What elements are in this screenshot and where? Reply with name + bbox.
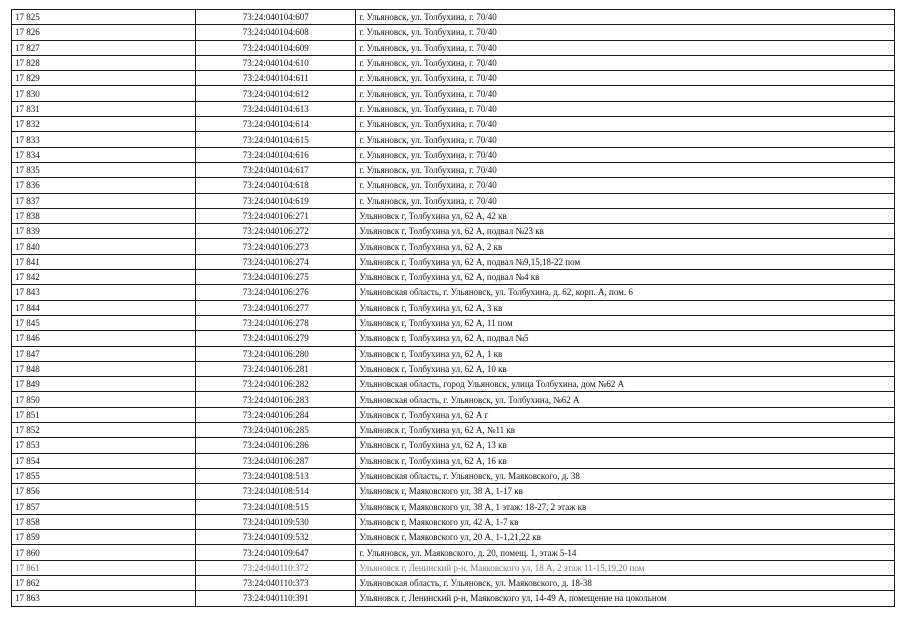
table-row [12, 86, 895, 101]
row-number-cell: 17 831 [12, 101, 196, 116]
address-cell: Ульяновск г, Толбухина ул, 62 А, 10 кв [356, 361, 895, 376]
table-row [12, 499, 895, 514]
row-number-cell: 17 857 [12, 499, 196, 514]
address-cell: Ульяновск г, Толбухина ул, 62 А, 3 кв [356, 300, 895, 315]
address-cell: Ульяновск г, Ленинский р-н, Маяковского ул, 14-49 А, помещение на цокольном [356, 591, 895, 606]
table-row [12, 591, 895, 606]
table-row [12, 484, 895, 499]
table-row [12, 270, 895, 285]
row-number-cell: 17 837 [12, 193, 196, 208]
cadastral-number-cell: 73:24:040104:611 [196, 71, 356, 86]
row-number-cell: 17 832 [12, 117, 196, 132]
cadastral-number-cell: 73:24:040104:612 [196, 86, 356, 101]
row-number-cell: 17 841 [12, 254, 196, 269]
cadastral-number-cell: 73:24:040108:514 [196, 484, 356, 499]
cadastral-number-cell: 73:24:040104:608 [196, 25, 356, 40]
cadastral-number-cell: 73:24:040106:278 [196, 315, 356, 330]
cadastral-number-cell: 73:24:040106:284 [196, 407, 356, 422]
table-row [12, 25, 895, 40]
cadastral-number-cell: 73:24:040109:532 [196, 530, 356, 545]
cadastral-number-cell: 73:24:040106:275 [196, 270, 356, 285]
cadastral-number-cell: 73:24:040104:610 [196, 55, 356, 70]
address-cell: г. Ульяновск, ул. Толбухина, г. 70/40 [356, 162, 895, 177]
table-row [12, 438, 895, 453]
row-number-cell: 17 830 [12, 86, 196, 101]
row-number-cell: 17 845 [12, 315, 196, 330]
cadastral-number-cell: 73:24:040106:276 [196, 285, 356, 300]
address-cell: г. Ульяновск, ул. Маяковского, д. 20, помещ. 1, этаж 5-14 [356, 545, 895, 560]
address-cell: Ульяновск г, Толбухина ул, 62 А, №11 кв [356, 423, 895, 438]
table-row [12, 162, 895, 177]
cadastral-number-cell: 73:24:040104:617 [196, 162, 356, 177]
address-cell: Ульяновская область, г. Ульяновск, ул. Толбухина, №62 А [356, 392, 895, 407]
address-cell: Ульяновская область, г. Ульяновск, ул. Маяковского, д. 38 [356, 468, 895, 483]
address-cell: г. Ульяновск, ул. Толбухина, г. 70/40 [356, 86, 895, 101]
table-row [12, 423, 895, 438]
row-number-cell: 17 829 [12, 71, 196, 86]
address-cell: г. Ульяновск, ул. Толбухина, г. 70/40 [356, 55, 895, 70]
address-cell: г. Ульяновск, ул. Толбухина, г. 70/40 [356, 25, 895, 40]
cadastral-number-cell: 73:24:040106:271 [196, 208, 356, 223]
cadastral-number-cell: 73:24:040104:615 [196, 132, 356, 147]
table-row [12, 254, 895, 269]
address-cell: г. Ульяновск, ул. Толбухина, г. 70/40 [356, 71, 895, 86]
cadastral-number-cell: 73:24:040104:613 [196, 101, 356, 116]
table-row [12, 147, 895, 162]
row-number-cell: 17 844 [12, 300, 196, 315]
address-cell: Ульяновск г, Ленинский р-н, Маяковского ул, 18 А, 2 этаж 11-15,19,20 пом [356, 560, 895, 575]
address-cell: Ульяновск г, Маяковского ул, 38 А, 1-17 кв [356, 484, 895, 499]
table-row [12, 40, 895, 55]
row-number-cell: 17 858 [12, 514, 196, 529]
table-row [12, 575, 895, 590]
table-row [12, 178, 895, 193]
row-number-cell: 17 853 [12, 438, 196, 453]
address-cell: Ульяновск г, Толбухина ул, 62 А, подвал №4 кв [356, 270, 895, 285]
table-row [12, 530, 895, 545]
address-cell: г. Ульяновск, ул. Толбухина, г. 70/40 [356, 10, 895, 25]
address-cell: г. Ульяновск, ул. Толбухина, г. 70/40 [356, 101, 895, 116]
address-cell: Ульяновск г, Толбухина ул, 62 А г [356, 407, 895, 422]
row-number-cell: 17 860 [12, 545, 196, 560]
row-number-cell: 17 838 [12, 208, 196, 223]
address-cell: Ульяновск г, Маяковского ул, 42 А, 1-7 кв [356, 514, 895, 529]
table-row [12, 193, 895, 208]
cadastral-number-cell: 73:24:040106:279 [196, 331, 356, 346]
registry-sheet [11, 9, 895, 607]
cadastral-number-cell: 73:24:040108:513 [196, 468, 356, 483]
cadastral-number-cell: 73:24:040106:273 [196, 239, 356, 254]
table-row [12, 285, 895, 300]
address-cell: Ульяновск г, Маяковского ул, 20 А, 1-1,21,22 кв [356, 530, 895, 545]
cadastral-number-cell: 73:24:040104:607 [196, 10, 356, 25]
address-cell: Ульяновск г, Толбухина ул, 62 А, подвал №9,15,18-22 пом [356, 254, 895, 269]
cadastral-number-cell: 73:24:040106:285 [196, 423, 356, 438]
row-number-cell: 17 836 [12, 178, 196, 193]
row-number-cell: 17 847 [12, 346, 196, 361]
cadastral-number-cell: 73:24:040104:616 [196, 147, 356, 162]
table-row [12, 331, 895, 346]
row-number-cell: 17 856 [12, 484, 196, 499]
address-cell: Ульяновск г, Маяковского ул, 38 А, 1 этаж: 18-27, 2 этаж кв [356, 499, 895, 514]
address-cell: Ульяновск г, Толбухина ул, 62 А, 42 кв [356, 208, 895, 223]
address-cell: Ульяновск г, Толбухина ул, 62 А, 11 пом [356, 315, 895, 330]
table-row [12, 514, 895, 529]
row-number-cell: 17 842 [12, 270, 196, 285]
address-cell: г. Ульяновск, ул. Толбухина, г. 70/40 [356, 117, 895, 132]
row-number-cell: 17 861 [12, 560, 196, 575]
address-cell: г. Ульяновск, ул. Толбухина, г. 70/40 [356, 178, 895, 193]
row-number-cell: 17 855 [12, 468, 196, 483]
row-number-cell: 17 827 [12, 40, 196, 55]
row-number-cell: 17 849 [12, 377, 196, 392]
address-cell: Ульяновск г, Толбухина ул, 62 А, 1 кв [356, 346, 895, 361]
address-cell: г. Ульяновск, ул. Толбухина, г. 70/40 [356, 147, 895, 162]
table-row [12, 10, 895, 25]
row-number-cell: 17 851 [12, 407, 196, 422]
cadastral-number-cell: 73:24:040104:618 [196, 178, 356, 193]
row-number-cell: 17 840 [12, 239, 196, 254]
cadastral-number-cell: 73:24:040110:373 [196, 575, 356, 590]
cadastral-number-cell: 73:24:040106:282 [196, 377, 356, 392]
table-row [12, 377, 895, 392]
row-number-cell: 17 854 [12, 453, 196, 468]
address-cell: Ульяновск г, Толбухина ул, 62 А, 2 кв [356, 239, 895, 254]
table-row [12, 101, 895, 116]
address-cell: Ульяновск г, Толбухина ул, 62 А, 13 кв [356, 438, 895, 453]
row-number-cell: 17 863 [12, 591, 196, 606]
table-row [12, 545, 895, 560]
table-row [12, 71, 895, 86]
address-cell: Ульяновск г, Толбухина ул, 62 А, подвал №5 [356, 331, 895, 346]
row-number-cell: 17 859 [12, 530, 196, 545]
row-number-cell: 17 828 [12, 55, 196, 70]
cadastral-number-cell: 73:24:040106:277 [196, 300, 356, 315]
cadastral-number-cell: 73:24:040106:281 [196, 361, 356, 376]
address-cell: Ульяновская область, г. Ульяновск, ул. Толбухина, д. 62, корп. А, пом. 6 [356, 285, 895, 300]
row-number-cell: 17 833 [12, 132, 196, 147]
row-number-cell: 17 839 [12, 224, 196, 239]
cadastral-number-cell: 73:24:040106:272 [196, 224, 356, 239]
row-number-cell: 17 826 [12, 25, 196, 40]
address-cell: Ульяновская область, г. Ульяновск, ул. Маяковского, д. 18-38 [356, 575, 895, 590]
address-cell: Ульяновск г, Толбухина ул, 62 А, 16 кв [356, 453, 895, 468]
cadastral-number-cell: 73:24:040109:530 [196, 514, 356, 529]
cadastral-number-cell: 73:24:040106:280 [196, 346, 356, 361]
cadastral-number-cell: 73:24:040106:287 [196, 453, 356, 468]
table-row [12, 361, 895, 376]
table-row [12, 392, 895, 407]
table-row [12, 132, 895, 147]
cadastral-number-cell: 73:24:040110:372 [196, 560, 356, 575]
address-cell: г. Ульяновск, ул. Толбухина, г. 70/40 [356, 132, 895, 147]
table-row [12, 407, 895, 422]
table-row [12, 315, 895, 330]
cadastral-number-cell: 73:24:040109:647 [196, 545, 356, 560]
row-number-cell: 17 825 [12, 10, 196, 25]
address-cell: Ульяновская область, город Ульяновск, улица Толбухина, дом №62 А [356, 377, 895, 392]
registry-table [11, 9, 895, 607]
cadastral-number-cell: 73:24:040110:391 [196, 591, 356, 606]
cadastral-number-cell: 73:24:040106:286 [196, 438, 356, 453]
row-number-cell: 17 846 [12, 331, 196, 346]
row-number-cell: 17 850 [12, 392, 196, 407]
table-row [12, 468, 895, 483]
cadastral-number-cell: 73:24:040106:283 [196, 392, 356, 407]
cadastral-number-cell: 73:24:040104:619 [196, 193, 356, 208]
table-row [12, 224, 895, 239]
table-row [12, 300, 895, 315]
cadastral-number-cell: 73:24:040106:274 [196, 254, 356, 269]
row-number-cell: 17 835 [12, 162, 196, 177]
table-row [12, 208, 895, 223]
cadastral-number-cell: 73:24:040108:515 [196, 499, 356, 514]
row-number-cell: 17 848 [12, 361, 196, 376]
table-row [12, 560, 895, 575]
row-number-cell: 17 834 [12, 147, 196, 162]
address-cell: Ульяновск г, Толбухина ул, 62 А, подвал №23 кв [356, 224, 895, 239]
row-number-cell: 17 852 [12, 423, 196, 438]
row-number-cell: 17 862 [12, 575, 196, 590]
table-row [12, 117, 895, 132]
cadastral-number-cell: 73:24:040104:614 [196, 117, 356, 132]
table-row [12, 55, 895, 70]
table-row [12, 239, 895, 254]
address-cell: г. Ульяновск, ул. Толбухина, г. 70/40 [356, 193, 895, 208]
cadastral-number-cell: 73:24:040104:609 [196, 40, 356, 55]
registry-table-body [12, 10, 895, 607]
table-row [12, 346, 895, 361]
row-number-cell: 17 843 [12, 285, 196, 300]
address-cell: г. Ульяновск, ул. Толбухина, г. 70/40 [356, 40, 895, 55]
table-row [12, 453, 895, 468]
